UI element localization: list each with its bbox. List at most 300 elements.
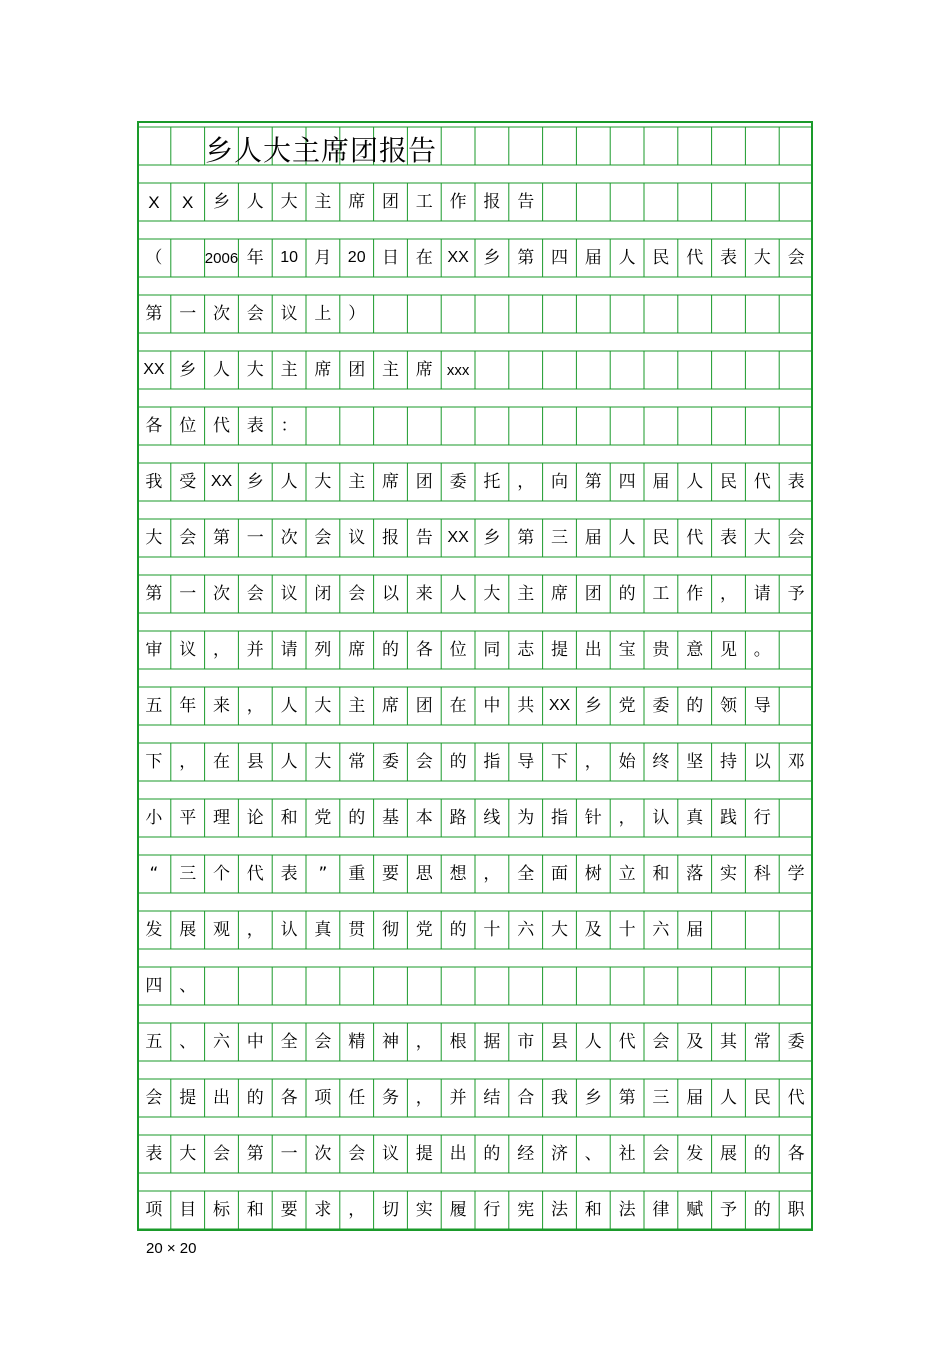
grid-char: 民	[753, 1087, 771, 1108]
grid-char: 论	[246, 807, 264, 828]
grid-char: 乡	[212, 191, 230, 212]
grid-char: 在	[415, 247, 433, 268]
grid-char: 席	[348, 639, 366, 660]
grid-char: 托	[483, 471, 501, 492]
grid-char: 届	[584, 527, 602, 548]
grid-char: 践	[719, 807, 737, 828]
grid-char: 发	[686, 1143, 704, 1164]
grid-char: 律	[652, 1199, 670, 1220]
grid-char: 人	[246, 191, 264, 212]
grid-char: 各	[145, 415, 163, 436]
grid-char: 作	[449, 191, 467, 212]
grid-char: 理	[212, 807, 230, 828]
grid-char: 民	[719, 471, 737, 492]
grid-char: 乡	[584, 695, 602, 716]
grid-char: 本	[415, 807, 433, 828]
grid-char: 大	[314, 471, 332, 492]
grid-char: 团	[381, 191, 399, 212]
grid-char: 行	[753, 807, 771, 828]
grid-char: ，	[212, 639, 230, 660]
grid-char: 目	[179, 1199, 197, 1220]
grid-char: 告	[415, 527, 433, 548]
grid-char: ，	[584, 751, 602, 772]
grid-char: 针	[584, 807, 602, 828]
grid-char: 五	[145, 695, 163, 716]
grid-char: 人	[212, 359, 230, 380]
grid-char: 次	[212, 303, 230, 324]
grid-char: 坚	[686, 751, 704, 772]
grid-char: 下	[550, 751, 568, 772]
grid-char: 议	[348, 527, 366, 548]
grid-char: 次	[212, 583, 230, 604]
grid-char: 其	[719, 1031, 737, 1052]
grid-char: 项	[145, 1199, 163, 1220]
grid-char: 落	[686, 863, 704, 884]
grid-char: 席	[381, 471, 399, 492]
grid-char: 日	[381, 247, 399, 268]
grid-char: 终	[652, 751, 670, 772]
grid-char: 的	[618, 583, 636, 604]
grid-char: 列	[314, 639, 332, 660]
grid-char: 会	[652, 1031, 670, 1052]
grid-char: 下	[145, 751, 163, 772]
grid-char: 并	[246, 639, 264, 660]
grid-char: 任	[348, 1087, 366, 1108]
grid-char: 四	[145, 975, 163, 996]
grid-char: 贵	[652, 639, 670, 660]
grid-char: ，	[719, 583, 737, 604]
grid-char: 代	[787, 1087, 805, 1108]
grid-char: 年	[246, 247, 264, 268]
grid-char: 议	[179, 639, 197, 660]
grid-char: 第	[145, 303, 163, 324]
grid-char: 同	[483, 639, 501, 660]
grid-char: 次	[314, 1143, 332, 1164]
grid-char: 会	[246, 583, 264, 604]
grid-char: 导	[753, 695, 771, 716]
grid-char: XX	[143, 361, 165, 378]
grid-char: 的	[449, 751, 467, 772]
grid-char: 常	[348, 751, 366, 772]
grid-char: 党	[618, 695, 636, 716]
grid-char: X	[148, 192, 160, 212]
grid-char: 我	[145, 471, 163, 492]
grid-char: 求	[314, 1199, 332, 1220]
grid-char: 请	[280, 639, 298, 660]
grid-char: 出	[212, 1087, 230, 1108]
grid-char: ：	[280, 415, 298, 436]
grid-char: 席	[348, 191, 366, 212]
grid-char: 以	[753, 751, 771, 772]
grid-char: 人	[280, 695, 298, 716]
grid-char: 真	[314, 919, 332, 940]
grid-char: ，	[348, 1199, 366, 1220]
grid-char: 三	[550, 527, 568, 548]
grid-char: 表	[145, 1143, 163, 1164]
grid-char: 予	[719, 1199, 737, 1220]
grid-char: 履	[449, 1199, 467, 1220]
grid-char: 团	[584, 583, 602, 604]
grid-size-label: 20 × 20	[146, 1240, 197, 1257]
grid-char: 向	[550, 471, 568, 492]
grid-char: 会	[314, 527, 332, 548]
grid-char: 始	[618, 751, 636, 772]
grid-char: 发	[145, 919, 163, 940]
grid-char: 人	[584, 1031, 602, 1052]
grid-char: 的	[246, 1087, 264, 1108]
grid-char: 基	[381, 807, 399, 828]
grid-char: 代	[686, 247, 704, 268]
grid-char: 结	[483, 1087, 501, 1108]
grid-char: 神	[381, 1031, 399, 1052]
grid-char: 各	[787, 1143, 805, 1164]
grid-char: 在	[212, 751, 230, 772]
grid-char: 立	[618, 863, 636, 884]
grid-char: 表	[719, 247, 737, 268]
grid-char: 届	[686, 1087, 704, 1108]
grid-char: xxx	[446, 361, 470, 379]
grid-char: （	[145, 247, 163, 268]
document-title: 乡人大主席团报告	[205, 134, 438, 167]
grid-char: 第	[246, 1143, 264, 1164]
grid-char: XX	[447, 249, 469, 266]
grid-char: 代	[246, 863, 264, 884]
grid-char: 切	[381, 1199, 399, 1220]
grid-char: 十	[483, 919, 501, 940]
grid-char: 的	[686, 695, 704, 716]
grid-char: 县	[246, 751, 264, 772]
grid-char: 路	[449, 807, 467, 828]
grid-char: 乡	[246, 471, 264, 492]
grid-char: 的	[483, 1143, 501, 1164]
grid-char: 。	[753, 639, 771, 660]
grid-char: 人	[686, 471, 704, 492]
grid-char: 务	[381, 1087, 399, 1108]
grid-char: “	[149, 863, 159, 884]
grid-char: 平	[179, 807, 197, 828]
grid-char: 市	[517, 1031, 535, 1052]
grid-char: X	[182, 192, 194, 212]
grid-char: 主	[348, 471, 366, 492]
grid-char: 10	[280, 249, 298, 266]
grid-char: 主	[517, 583, 535, 604]
grid-char: 议	[381, 1143, 399, 1164]
grid-char: 第	[618, 1087, 636, 1108]
grid-char: 届	[686, 919, 704, 940]
grid-char: 人	[280, 751, 298, 772]
grid-char: 提	[415, 1143, 433, 1164]
grid-char: 届	[652, 471, 670, 492]
grid-char: 上	[314, 303, 332, 324]
grid-char: 行	[483, 1199, 501, 1220]
grid-char: 树	[584, 863, 602, 884]
grid-char: ，	[415, 1087, 433, 1108]
grid-char: 、	[179, 1031, 197, 1052]
grid-char: 人	[618, 247, 636, 268]
grid-char: 大	[280, 191, 298, 212]
grid-char: 要	[280, 1199, 298, 1220]
grid-char: 济	[550, 1143, 568, 1164]
grid-char: 在	[449, 695, 467, 716]
grid-char: 共	[517, 695, 535, 716]
grid-char: 根	[449, 1031, 467, 1052]
grid-char: 委	[652, 695, 670, 716]
grid-char: 合	[517, 1087, 535, 1108]
grid-char: 意	[686, 639, 704, 660]
grid-char: 表	[280, 863, 298, 884]
grid-char: 表	[787, 471, 805, 492]
grid-char: 中	[483, 695, 501, 716]
grid-char: 见	[719, 639, 737, 660]
grid-char: 职	[787, 1199, 805, 1220]
grid-char: 展	[719, 1143, 737, 1164]
grid-char: 中	[246, 1031, 264, 1052]
grid-char: 的	[753, 1143, 771, 1164]
grid-char: 出	[584, 639, 602, 660]
grid-char: 报	[381, 527, 399, 548]
grid-char: 观	[212, 919, 230, 940]
grid-char: 代	[618, 1031, 636, 1052]
grid-char: 会	[787, 527, 805, 548]
grid-char: 人	[618, 527, 636, 548]
grid-char: 议	[280, 303, 298, 324]
grid-char: ，	[517, 471, 535, 492]
grid-char: 、	[179, 975, 197, 996]
grid-char: 项	[314, 1087, 332, 1108]
grid-char: 贯	[348, 919, 366, 940]
grid-char: 会	[246, 303, 264, 324]
grid-char: 党	[415, 919, 433, 940]
grid-char: 表	[246, 415, 264, 436]
grid-char: 线	[483, 807, 501, 828]
grid-char: 月	[314, 247, 332, 268]
grid-char: 位	[449, 639, 467, 660]
grid-char: 席	[314, 359, 332, 380]
grid-char: ，	[483, 863, 501, 884]
grid-char: 一	[179, 583, 197, 604]
grid-char: 第	[145, 583, 163, 604]
grid-char: 会	[179, 527, 197, 548]
grid-char: 提	[179, 1087, 197, 1108]
grid-char: 予	[787, 583, 805, 604]
grid-char: 大	[550, 919, 568, 940]
grid-char: 全	[280, 1031, 298, 1052]
grid-char: 会	[787, 247, 805, 268]
grid-char: 的	[381, 639, 399, 660]
grid-char: 三	[652, 1087, 670, 1108]
grid-char: 指	[550, 807, 568, 828]
grid-char: 委	[787, 1031, 805, 1052]
grid-char: 报	[483, 191, 501, 212]
grid-char: 年	[179, 695, 197, 716]
grid-char: 告	[517, 191, 535, 212]
grid-char: 党	[314, 807, 332, 828]
grid-char: 大	[314, 751, 332, 772]
grid-char: 大	[753, 527, 771, 548]
grid-char: 一	[246, 527, 264, 548]
grid-char: 20	[347, 249, 366, 266]
grid-char: 认	[280, 919, 298, 940]
grid-char: 大	[314, 695, 332, 716]
grid-char: 邓	[787, 751, 805, 772]
grid-char: 团	[415, 471, 433, 492]
grid-char: 及	[584, 919, 602, 940]
grid-char: 受	[179, 471, 197, 492]
grid-char: 第	[212, 527, 230, 548]
grid-char: ，	[415, 1031, 433, 1052]
grid-char: 会	[415, 751, 433, 772]
grid-char: 重	[348, 863, 366, 884]
grid-char: 学	[787, 863, 805, 884]
grid-char: 法	[618, 1199, 636, 1220]
grid-char: 指	[483, 751, 501, 772]
grid-char: 社	[618, 1143, 636, 1164]
grid-char: 四	[550, 247, 568, 268]
grid-char: ，	[618, 807, 636, 828]
grid-char: 人	[280, 471, 298, 492]
grid-char: 实	[415, 1199, 433, 1220]
grid-char: 主	[314, 191, 332, 212]
grid-char: 并	[449, 1087, 467, 1108]
grid-char: 认	[652, 807, 670, 828]
grid-char: ）	[348, 303, 366, 324]
grid-char: 出	[449, 1143, 467, 1164]
grid-char: 大	[145, 527, 163, 548]
grid-char: 赋	[686, 1199, 704, 1220]
grid-char: 想	[449, 863, 467, 884]
grid-char: 第	[517, 247, 535, 268]
grid-char: ，	[179, 751, 197, 772]
grid-char: 主	[348, 695, 366, 716]
grid-char: 标	[212, 1199, 230, 1220]
grid-char: 宪	[517, 1199, 535, 1220]
grid-char: 六	[212, 1031, 230, 1052]
grid-char: 面	[550, 863, 568, 884]
grid-char: 议	[280, 583, 298, 604]
grid-char: 据	[483, 1031, 501, 1052]
grid-char: 代	[686, 527, 704, 548]
grid-char: ”	[318, 863, 328, 884]
grid-char: 及	[686, 1031, 704, 1052]
grid-char: 大	[179, 1143, 197, 1164]
grid-char: XX	[447, 529, 469, 546]
grid-char: 会	[212, 1143, 230, 1164]
grid-char: 来	[212, 695, 230, 716]
grid-char: 委	[449, 471, 467, 492]
grid-char: 展	[179, 919, 197, 940]
grid-char: 真	[686, 807, 704, 828]
grid-char: 四	[618, 471, 636, 492]
grid-char: 委	[381, 751, 399, 772]
grid-char: 代	[753, 471, 771, 492]
grid-char: 工	[652, 583, 670, 604]
grid-char: 主	[381, 359, 399, 380]
grid-char: 一	[280, 1143, 298, 1164]
grid-char: 六	[517, 919, 535, 940]
manuscript-grid-sheet	[137, 121, 813, 1231]
grid-char: ，	[246, 919, 264, 940]
grid-cells	[137, 121, 813, 1231]
grid-char: 各	[415, 639, 433, 660]
grid-char: 六	[652, 919, 670, 940]
grid-char: 全	[517, 863, 535, 884]
grid-char: 的	[753, 1199, 771, 1220]
grid-char: 各	[280, 1087, 298, 1108]
grid-char: 大	[753, 247, 771, 268]
grid-char: 乡	[483, 527, 501, 548]
grid-char: 审	[145, 639, 163, 660]
grid-char: 小	[145, 807, 163, 828]
grid-char: 请	[753, 583, 771, 604]
grid-char: 大	[483, 583, 501, 604]
grid-char: 五	[145, 1031, 163, 1052]
grid-char: 人	[719, 1087, 737, 1108]
grid-char: 精	[348, 1031, 366, 1052]
grid-char: 人	[449, 583, 467, 604]
grid-char: 要	[381, 863, 399, 884]
grid-char: 提	[550, 639, 568, 660]
grid-char: 民	[652, 247, 670, 268]
grid-char: XX	[548, 697, 571, 714]
grid-char: 代	[212, 415, 230, 436]
grid-char: 会	[145, 1087, 163, 1108]
grid-char: 和	[652, 863, 670, 884]
grid-char: 常	[753, 1031, 771, 1052]
grid-char: 席	[550, 583, 568, 604]
grid-char: 团	[348, 359, 366, 380]
grid-char: 志	[517, 639, 535, 660]
grid-char: 会	[348, 1143, 366, 1164]
grid-char: XX	[210, 473, 233, 490]
grid-char: 和	[584, 1199, 602, 1220]
grid-char: 县	[550, 1031, 568, 1052]
grid-char: 位	[179, 415, 197, 436]
grid-char: 乡	[483, 247, 501, 268]
grid-char: 来	[415, 583, 433, 604]
grid-char: 乡	[179, 359, 197, 380]
grid-char: 大	[246, 359, 264, 380]
grid-char: 席	[381, 695, 399, 716]
grid-char: 、	[584, 1143, 602, 1164]
grid-char: 会	[652, 1143, 670, 1164]
grid-char: 三	[179, 863, 197, 884]
grid-char: 会	[348, 583, 366, 604]
grid-char: 经	[517, 1143, 535, 1164]
grid-char: 我	[550, 1087, 568, 1108]
grid-char: 工	[415, 191, 433, 212]
grid-char: 会	[314, 1031, 332, 1052]
grid-char: 一	[179, 303, 197, 324]
grid-char: 为	[517, 807, 535, 828]
grid-char: 届	[584, 247, 602, 268]
grid-char: 彻	[381, 919, 399, 940]
grid-char: 2006	[204, 249, 239, 267]
grid-char: 宝	[618, 639, 636, 660]
grid-char: 科	[753, 863, 771, 884]
grid-char: 表	[719, 527, 737, 548]
grid-char: 团	[415, 695, 433, 716]
grid-char: 思	[415, 863, 433, 884]
grid-char: 闭	[314, 583, 332, 604]
grid-char: 作	[686, 583, 704, 604]
grid-char: 以	[381, 583, 399, 604]
grid-char: 实	[719, 863, 737, 884]
grid-char: 席	[415, 359, 433, 380]
grid-char: 和	[280, 807, 298, 828]
grid-char: 持	[719, 751, 737, 772]
grid-char: 第	[584, 471, 602, 492]
grid-char: 和	[246, 1199, 264, 1220]
